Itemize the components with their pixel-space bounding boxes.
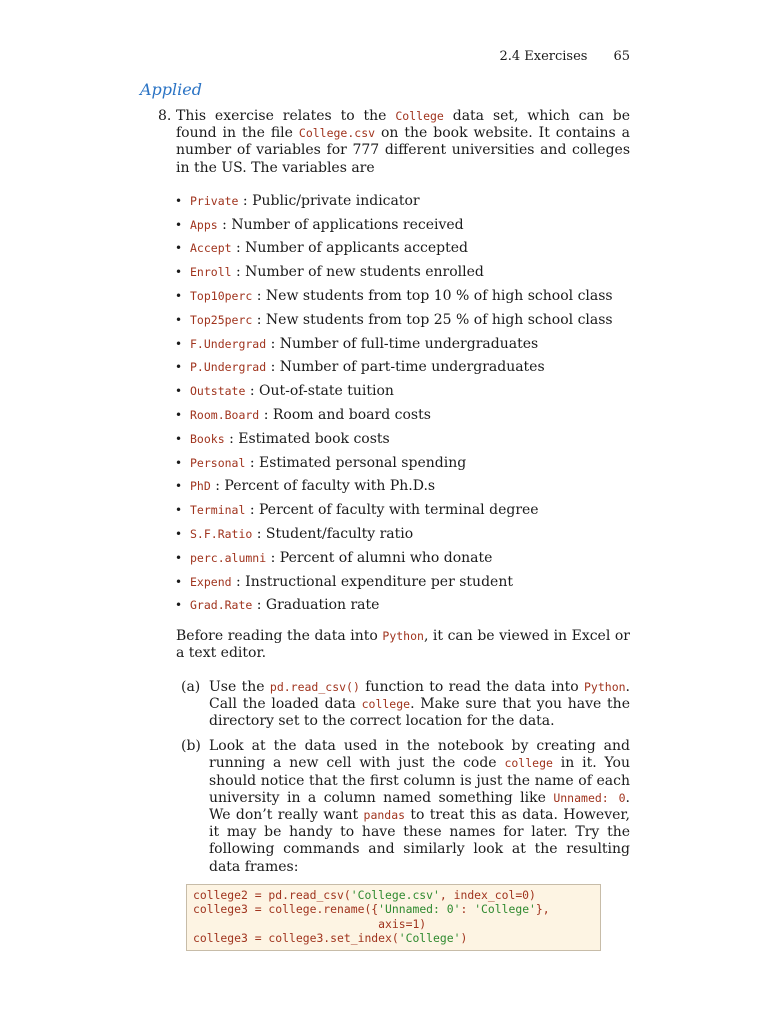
variable-name: Top25perc <box>190 312 253 327</box>
code-line: axis=1) <box>193 916 427 931</box>
part-text: function to read the data into <box>359 678 584 695</box>
exercise-number: 8. <box>158 108 172 124</box>
variable-name: P.Undergrad <box>190 360 267 375</box>
part-code: pandas <box>363 807 406 822</box>
before-paragraph <box>176 628 630 662</box>
intro-text: This exercise relates to the <box>176 108 396 124</box>
variable-desc: : Student/faculty ratio <box>252 525 414 542</box>
part-text: . Make sure that you have the directory set to the correct location for the data. <box>209 695 630 729</box>
list-item <box>175 452 630 476</box>
variable-desc: : New students from top 25 % of high school class <box>252 311 613 328</box>
variable-desc: : New students from top 10 % of high school class <box>252 288 613 304</box>
variable-desc: : Instructional expenditure per student <box>231 573 513 590</box>
code-line <box>193 902 594 917</box>
list-item <box>175 309 630 333</box>
part-label: (b) <box>181 738 201 755</box>
code-string: 'Unnamed: 0' <box>378 902 461 917</box>
variable-desc: : Room and board costs <box>259 406 431 423</box>
list-item <box>175 190 630 214</box>
exercise-8 <box>158 108 630 951</box>
bullet-icon: • <box>175 360 183 375</box>
variable-desc: : Percent of faculty with Ph.D.s <box>210 478 436 495</box>
list-item <box>175 499 630 523</box>
variable-desc: : Number of applications received <box>217 216 464 233</box>
part-text: . We don’t really want <box>209 789 630 823</box>
variable-name: Grad.Rate <box>190 598 253 613</box>
variable-name: Accept <box>190 241 232 256</box>
bullet-icon: • <box>175 217 183 232</box>
part-code: college <box>361 696 411 711</box>
code-token: }, <box>535 902 550 917</box>
before-text: Before reading the data into <box>176 628 383 645</box>
code-token: college3 = college.rename({ <box>193 902 379 917</box>
exercise-parts <box>176 679 630 876</box>
intro-text: data set, which can be found in the file <box>176 108 630 142</box>
part-text: Use the <box>209 678 270 695</box>
code-token: college2 = pd.read_csv( <box>193 887 351 902</box>
variable-desc: : Percent of faculty with terminal degree <box>245 502 539 519</box>
bullet-icon: • <box>175 479 183 494</box>
intro-code-file: College.csv <box>298 126 376 141</box>
intro-code-college: College <box>395 109 444 123</box>
section-title: Applied <box>140 80 202 99</box>
bullet-icon: • <box>175 598 183 613</box>
bullet-icon: • <box>175 193 183 208</box>
bullet-icon: • <box>175 241 183 256</box>
variable-name: Apps <box>190 217 218 232</box>
bullet-icon: • <box>175 550 183 565</box>
variable-name: Terminal <box>190 503 246 518</box>
code-line <box>193 888 594 903</box>
code-line <box>193 931 594 946</box>
code-token: , index_col=0) <box>439 887 536 902</box>
variable-desc: : Number of new students enrolled <box>231 264 484 281</box>
code-token: : <box>460 902 475 917</box>
part-text: to treat this as data. However, it may be handy to have these names for later. Try the following commands and similarly look at the resulting data frames: <box>209 806 630 875</box>
bullet-icon: • <box>175 407 183 422</box>
list-item <box>175 594 630 618</box>
list-item <box>175 285 630 309</box>
list-item <box>175 356 630 380</box>
header-section: 2.4 Exercises <box>499 49 588 64</box>
variable-name: Outstate <box>190 384 246 399</box>
variable-desc: : Number of part-time undergraduates <box>266 359 545 376</box>
code-string: 'College' <box>398 931 461 946</box>
part-a <box>176 679 630 731</box>
list-item <box>175 404 630 428</box>
variable-desc: : Public/private indicator <box>238 192 420 209</box>
list-item <box>175 333 630 357</box>
variable-name: Expend <box>190 574 232 589</box>
bullet-icon: • <box>175 431 183 446</box>
code-string: 'College.csv' <box>350 887 440 902</box>
variable-name: Top10perc <box>190 289 253 303</box>
code-string: 'College' <box>474 902 536 917</box>
variable-name: F.Undergrad <box>190 336 267 351</box>
part-text: Look at the data used in the notebook by creating and running a new cell with just the code <box>209 738 630 772</box>
variable-desc: : Estimated book costs <box>224 430 390 447</box>
variable-desc: : Out-of-state tuition <box>245 383 394 400</box>
bullet-icon: • <box>175 312 183 327</box>
variable-list <box>175 190 630 618</box>
intro-text: on the book website. It contains a number of variables for 777 different universities and colleges in the US. The variables are <box>176 125 630 176</box>
code-block <box>186 884 601 951</box>
list-item <box>175 237 630 261</box>
list-item <box>175 475 630 499</box>
part-text: . Call the loaded data <box>209 678 630 712</box>
bullet-icon: • <box>175 336 183 351</box>
part-b <box>176 738 630 876</box>
variable-desc: : Number of full-time undergraduates <box>266 335 539 352</box>
variable-desc: : Graduation rate <box>252 597 380 614</box>
variable-name: Personal <box>190 455 246 470</box>
bullet-icon: • <box>175 265 183 280</box>
variable-name: Books <box>190 431 225 446</box>
before-text: , it can be viewed in Excel or a text editor. <box>176 628 630 662</box>
code-token: ) <box>460 931 468 946</box>
list-item <box>175 214 630 238</box>
part-code: pd.read_csv() <box>269 679 360 694</box>
running-header <box>499 49 630 64</box>
bullet-icon: • <box>175 503 183 518</box>
part-code: Python <box>584 679 626 694</box>
list-item <box>175 571 630 595</box>
part-text: in it. You should notice that the first column is just the name of each university in a column named something like <box>209 755 630 806</box>
part-code: college <box>504 756 553 771</box>
part-label: (a) <box>181 678 201 695</box>
variable-name: Enroll <box>190 265 232 280</box>
list-item <box>175 428 630 452</box>
variable-name: S.F.Ratio <box>190 526 253 541</box>
variable-desc: : Estimated personal spending <box>245 454 467 471</box>
bullet-icon: • <box>175 384 183 399</box>
variable-name: PhD <box>190 479 211 494</box>
before-code-python: Python <box>382 629 424 644</box>
variable-name: Private <box>190 193 239 208</box>
bullet-icon: • <box>175 526 183 541</box>
variable-desc: : Number of applicants accepted <box>231 240 468 257</box>
variable-name: Room.Board <box>190 407 260 422</box>
variable-desc: : Percent of alumni who donate <box>266 549 493 566</box>
code-token: college3 = college3.set_index( <box>193 931 399 946</box>
list-item <box>175 547 630 571</box>
list-item <box>175 523 630 547</box>
part-code: Unnamed: 0 <box>553 790 626 805</box>
page-number: 65 <box>613 49 630 64</box>
bullet-icon: • <box>175 574 183 589</box>
variable-name: perc.alumni <box>190 550 267 565</box>
list-item <box>175 380 630 404</box>
exercise-intro <box>176 108 630 177</box>
bullet-icon: • <box>175 289 183 303</box>
bullet-icon: • <box>175 455 183 470</box>
list-item <box>175 261 630 285</box>
